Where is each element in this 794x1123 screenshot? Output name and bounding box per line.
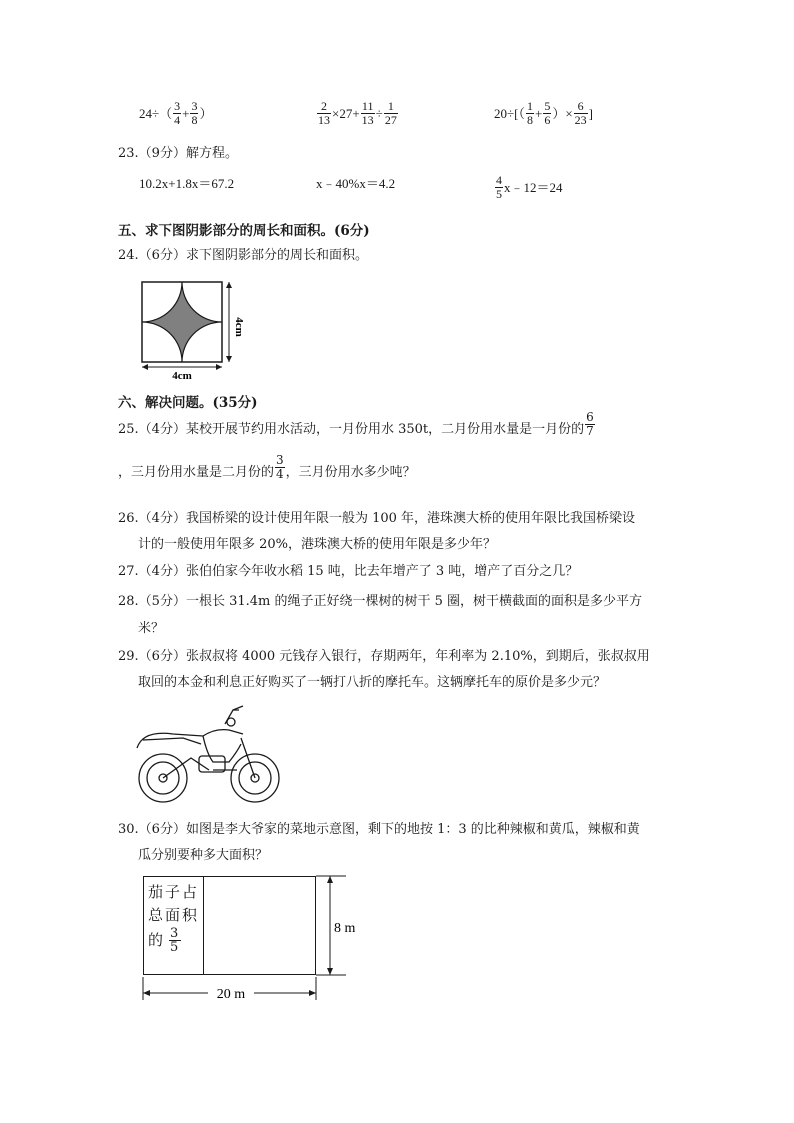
width-label: 20 m <box>216 987 246 1002</box>
calc-expr-1: 24÷（ $\frac{3}{4}$ + $\frac{3}{8}$ ） <box>139 99 213 127</box>
height-label: 8 m <box>334 921 356 936</box>
calc-expr-2: $\frac{2}{13}$ ×27+ $\frac{11}{13}$ ÷ $\frac{1}{27}$ <box>318 99 397 127</box>
shaded-region <box>142 282 222 362</box>
question-30-line1: 30.（6分）如图是李大爷家的菜地示意图，剩下的地按 1：3 的比种辣椒和黄瓜，辣椒和黄 <box>118 822 640 837</box>
question-28-line1: 28.（5分）一根长 31.4m 的绳子正好绕一棵树的树干 5 圈，树干横截面的面积是多少平方 <box>118 594 643 609</box>
garden-dimensions <box>138 872 358 1012</box>
bottom-length-label: 4cm <box>172 370 192 382</box>
question-25-line2: ，三月份用水量是二月份的 $\frac{3}{4}$ ，三月份用水多少吨？ <box>118 452 416 481</box>
section-6-heading: 六、解决问题。(35分) <box>118 395 258 411</box>
question-27: 27.（4分）张伯伯家今年收水稻 15 吨，比去年增产了 3 吨，增产了百分之几？ <box>118 564 579 579</box>
motorcycle-icon <box>133 700 283 810</box>
question-30-line2: 瓜分别要种多大面积？ <box>138 848 269 863</box>
question-29-line1: 29.（6分）张叔叔将 4000 元钱存入银行，存期两年，年利率为 2.10%，到期后，张叔叔用 <box>118 649 650 664</box>
question-23: 23.（9分）解方程。 <box>118 146 238 161</box>
side-length-label: 4cm <box>233 317 245 337</box>
question-29-line2: 取回的本金和利息正好购买了一辆打八折的摩托车。这辆摩托车的原价是多少元？ <box>138 675 607 690</box>
equation-1: 10.2x+1.8x＝67.2 <box>139 176 235 191</box>
shaded-square-figure <box>130 272 245 382</box>
question-25-line1: 25.（4分）某校开展节约用水活动，一月份用水 350t，二月份用水量是一月份的 $\frac{6}{7}$ <box>118 409 594 438</box>
question-28-line2: 米？ <box>138 621 165 636</box>
question-24: 24.（6分）求下图阴影部分的周长和面积。 <box>118 248 368 263</box>
equation-2: x﹣40%x＝4.2 <box>316 176 396 191</box>
eggplant-label: 茄子占 总面积 的 $\frac{3}{5}$ <box>148 883 200 955</box>
calc-expr-3: 20÷[（ $\frac{1}{8}$ + $\frac{5}{6}$ ）× $\frac{6}{23}$ ] <box>494 99 593 127</box>
section-5-heading: 五、求下图阴影部分的周长和面积。(6分) <box>118 223 370 239</box>
question-26-line1: 26.（4分）我国桥梁的设计使用年限一般为 100 年，港珠澳大桥的使用年限比我国桥梁设 <box>118 511 636 526</box>
question-26-line2: 计的一般使用年限多 20%，港珠澳大桥的使用年限是多少年？ <box>138 537 497 552</box>
equation-3: $\frac{4}{5}$ x﹣12＝24 <box>496 173 563 201</box>
